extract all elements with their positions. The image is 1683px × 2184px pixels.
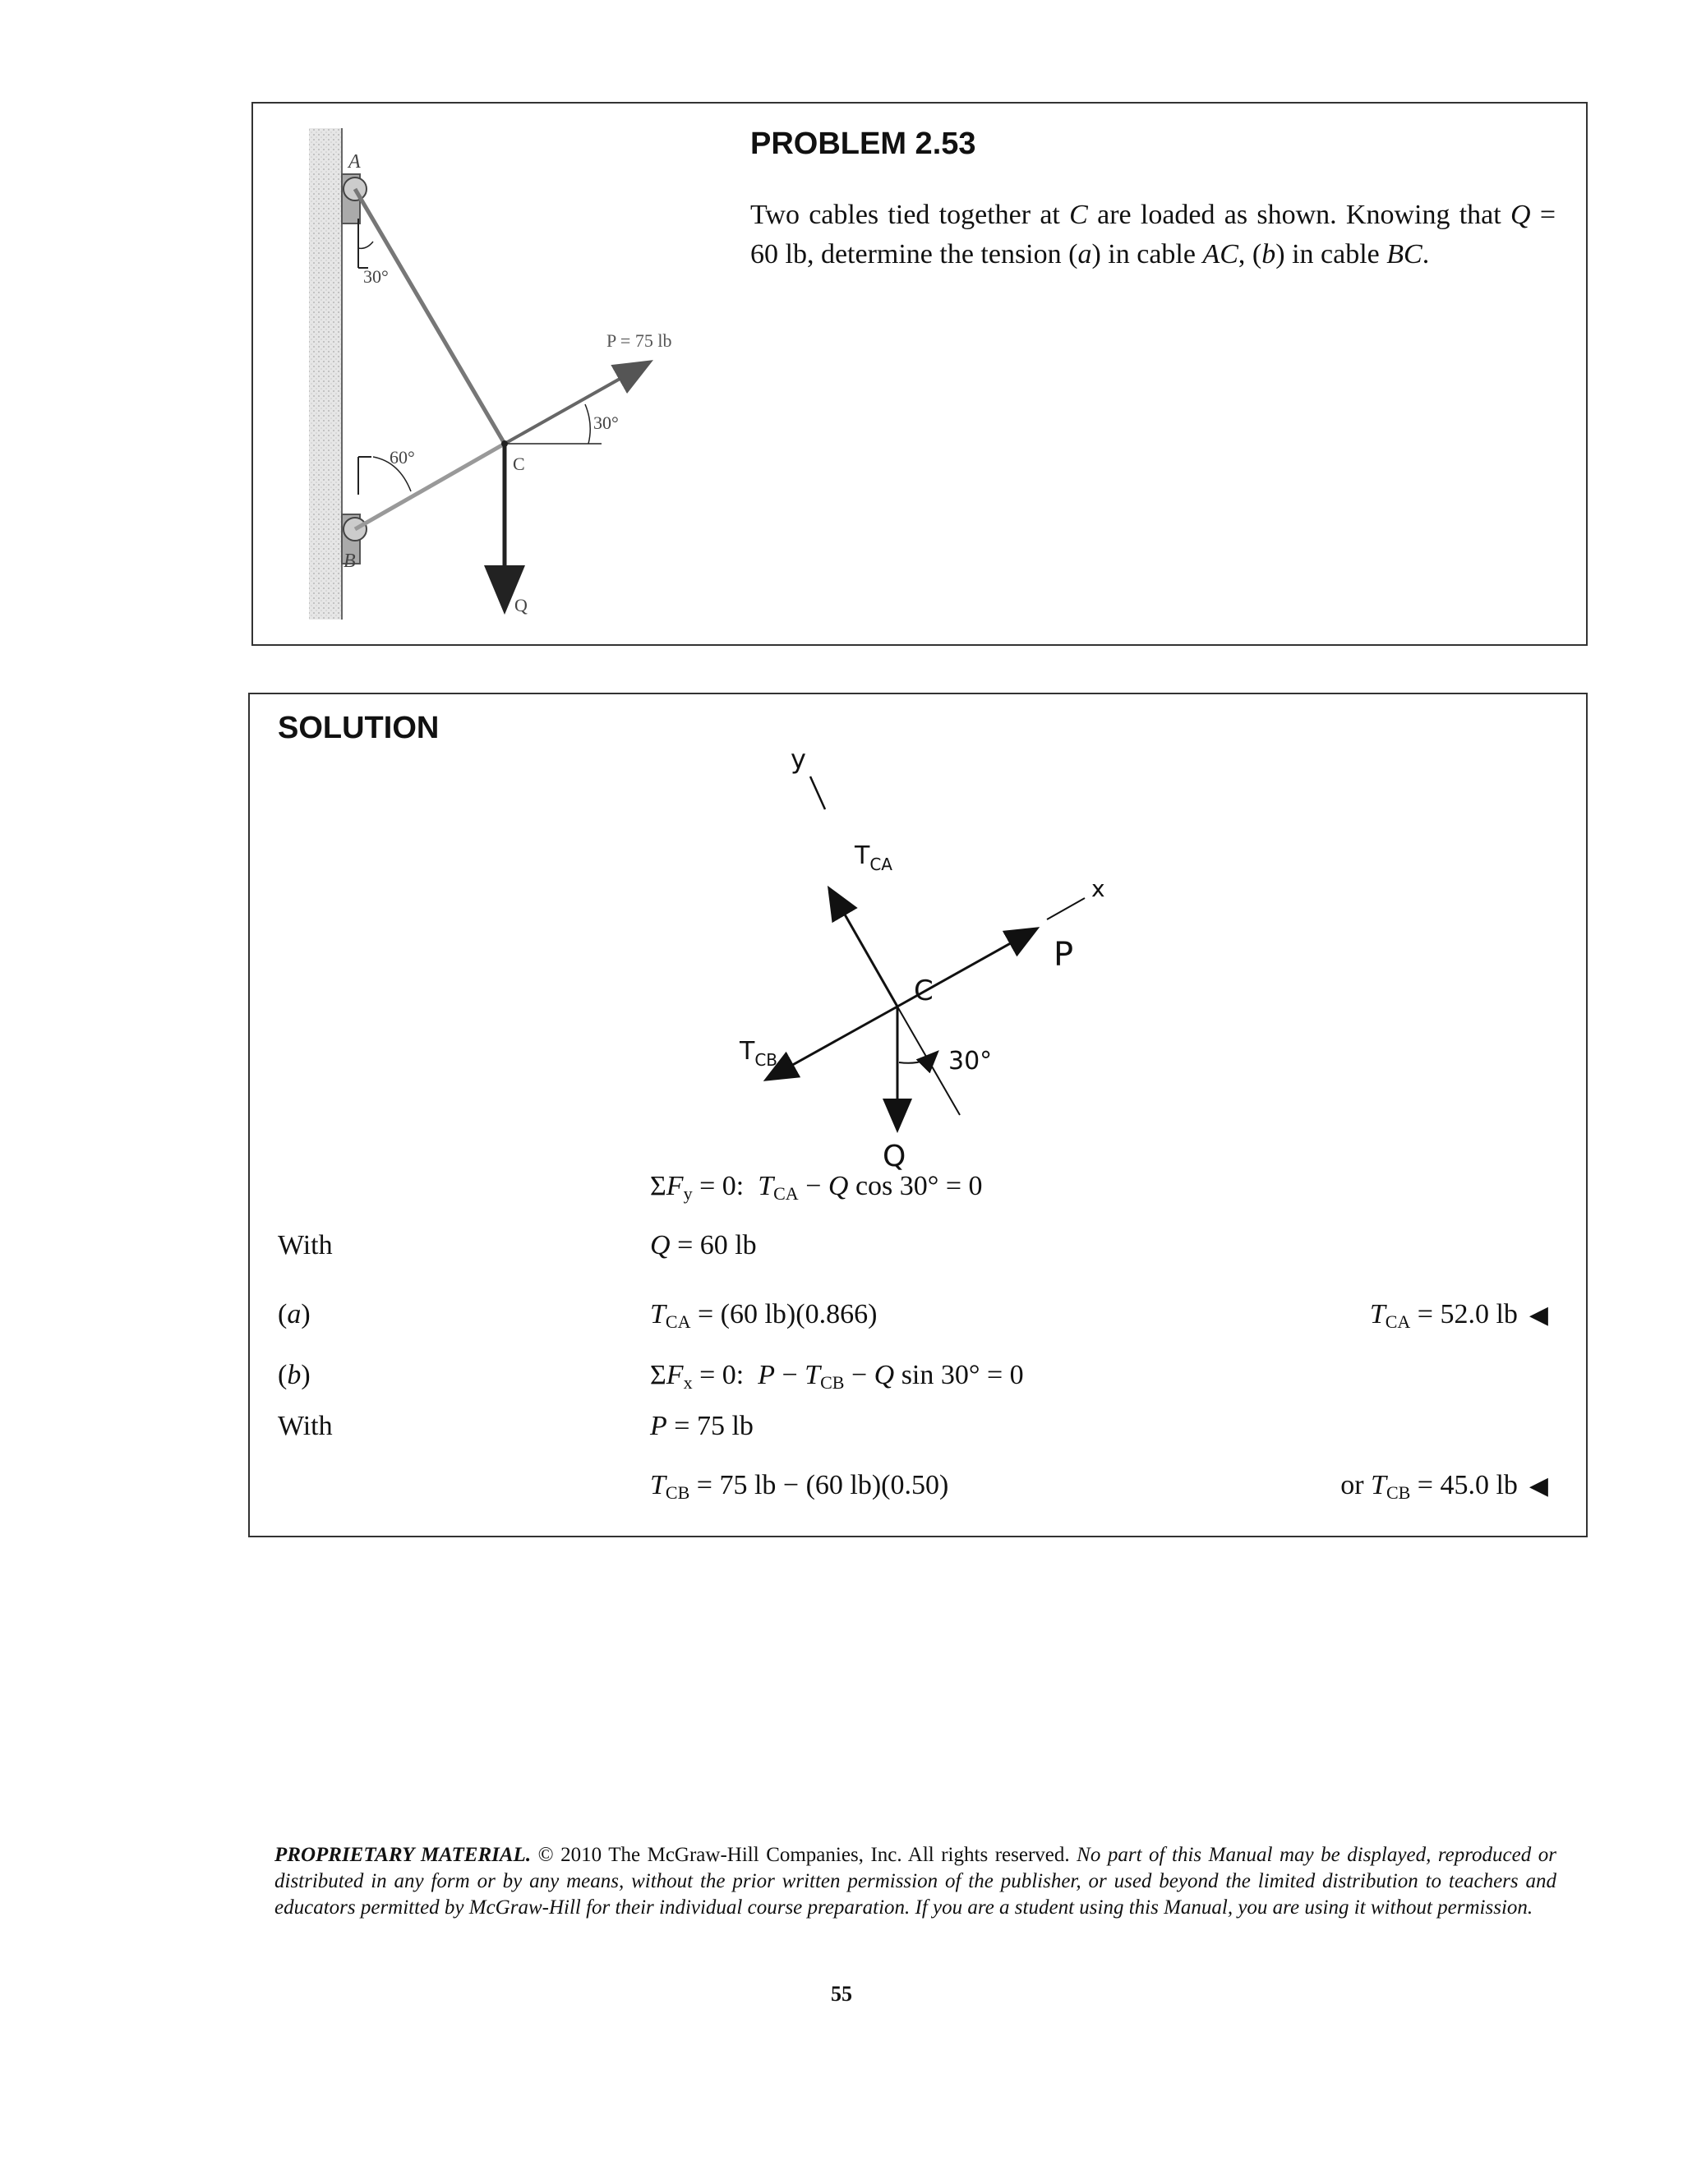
tcb-label: $T_{CB}$ xyxy=(740,1037,778,1070)
tcb-line xyxy=(768,1007,897,1079)
answer-tca: $T_{CA} = 52.0$ lb ◀ xyxy=(1369,1299,1548,1332)
q-label: Q xyxy=(883,1140,906,1171)
footer-notice xyxy=(274,1842,1556,1921)
force-p-arrow xyxy=(505,363,648,444)
free-body-diagram xyxy=(710,744,1285,1171)
solution-title: SOLUTION xyxy=(278,711,440,745)
p-label: P xyxy=(1054,936,1074,974)
label-q: Q xyxy=(514,595,528,615)
wall xyxy=(309,128,342,620)
equation-q-value: Q = 60 lb xyxy=(650,1230,757,1260)
answer-marker-icon: ◀ xyxy=(1529,1472,1548,1500)
y-axis-label: y xyxy=(791,744,806,775)
equation-sum-fx: $\Sigma F_x = 0$: $P - T_{CB} - Q$ sin 30° = 0 xyxy=(650,1360,1024,1393)
x-axis-dash xyxy=(1047,898,1085,919)
tca-label: $T_{CA}$ xyxy=(855,841,892,874)
part-b-label: (b) xyxy=(278,1360,311,1390)
arc-a xyxy=(358,242,373,248)
angle-label: 30° xyxy=(948,1047,993,1076)
equation-tcb: $T_{CB} = 75$ lb − (60 lb)(0.50) xyxy=(650,1470,949,1503)
label-angle-p: 30° xyxy=(593,412,619,433)
problem-title: PROBLEM 2.53 xyxy=(750,127,976,161)
equation-sum-fy: $\Sigma F_y = 0$: $T_{CA} - Q$ cos 30° = 0 xyxy=(650,1171,983,1204)
label-b: B xyxy=(344,551,356,572)
page-number: 55 xyxy=(831,1982,852,2006)
c-label: C xyxy=(914,975,934,1007)
tca-arrow xyxy=(830,890,842,910)
equation-tca: $T_{CA} = (60$ lb)(0.866) xyxy=(650,1299,878,1332)
x-axis-label: x xyxy=(1091,875,1105,902)
footer-permission-notice: No part of this Manual may be displayed, reproduced or distributed in any form or by any means, without the prior written permission of the publisher, or used beyond the limited distribution to teachers and educators permitted by McGraw-Hill for their individual course preparation. If you are a student using this Manual, you are using it without permission. xyxy=(274,1844,1556,1919)
angle-arc xyxy=(899,1053,937,1063)
cable-bc xyxy=(355,444,505,529)
answer-marker-icon: ◀ xyxy=(1529,1301,1548,1329)
footer-lead: PROPRIETARY MATERIAL. xyxy=(274,1844,532,1866)
equation-p-value: P = 75 lb xyxy=(650,1411,754,1441)
answer-tcb: or $T_{CB} = 45.0$ lb ◀ xyxy=(1340,1470,1548,1503)
label-c: C xyxy=(513,454,525,474)
problem-box xyxy=(251,102,1588,646)
solution-box xyxy=(248,693,1588,1537)
with-label-1: With xyxy=(278,1230,333,1260)
problem-statement: Two cables tied together at C are loaded as shown. Knowing that Q = 60 lb, determine the tension (a) in cable AC, (b) in cable BC. xyxy=(750,200,1556,270)
label-p: P = 75 lb xyxy=(606,330,672,351)
label-angle-b: 60° xyxy=(390,447,415,468)
footer-copyright: © 2010 The McGraw-Hill Companies, Inc. All rights reserved. xyxy=(537,1844,1070,1866)
problem-figure xyxy=(253,104,713,629)
cable-ac xyxy=(355,189,505,444)
y-axis-dash xyxy=(810,776,825,809)
with-label-2: With xyxy=(278,1411,333,1441)
label-a: A xyxy=(348,151,361,173)
part-a-label: (a) xyxy=(278,1299,311,1329)
arc-p xyxy=(585,404,590,444)
label-angle-a: 30° xyxy=(363,266,389,287)
